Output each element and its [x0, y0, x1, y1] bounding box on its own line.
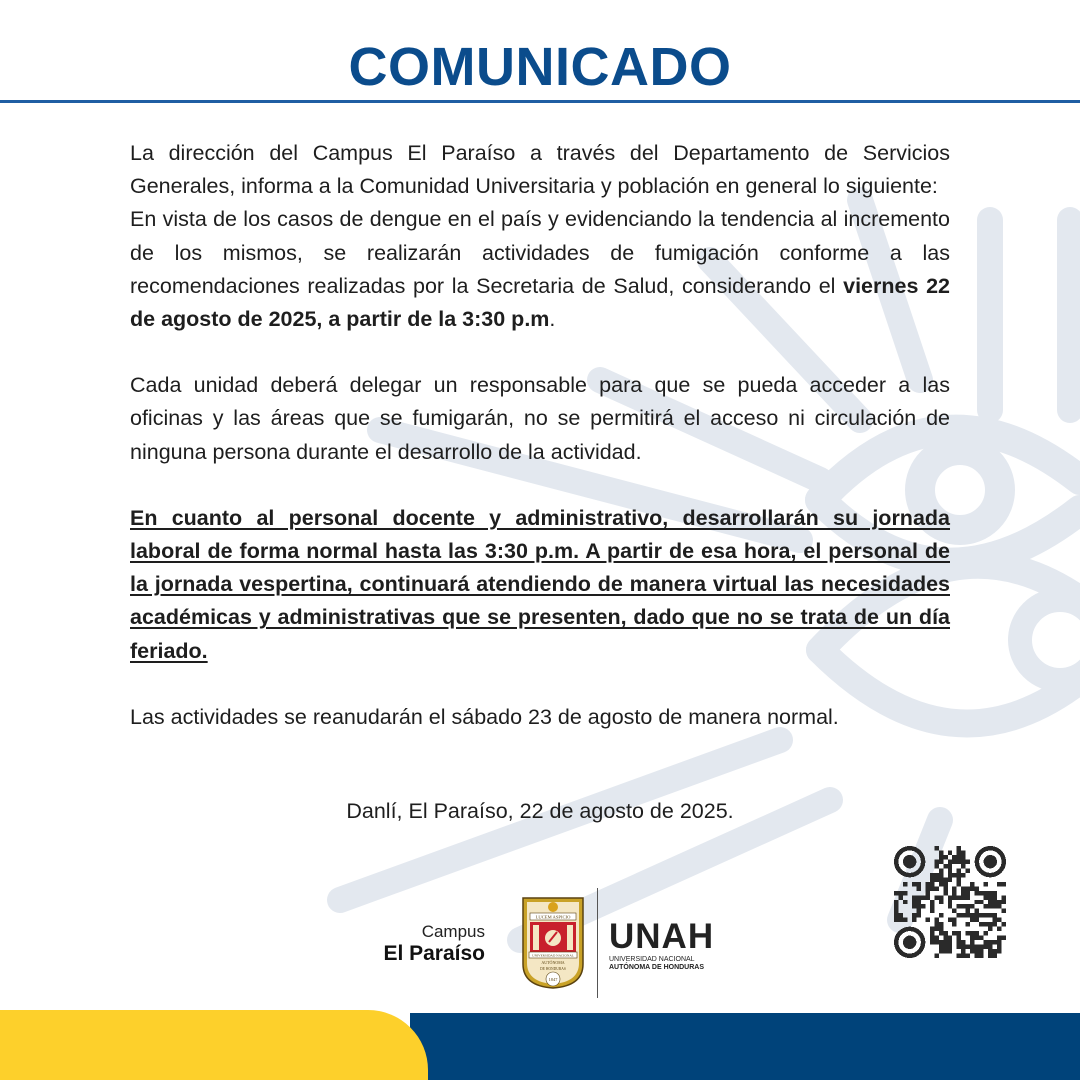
unah-logo-line-1: UNIVERSIDAD NACIONAL — [609, 956, 695, 963]
title-divider — [0, 100, 1080, 103]
place-date: Danlí, El Paraíso, 22 de agosto de 2025. — [346, 799, 734, 823]
svg-text:UNIVERSIDAD NACIONAL: UNIVERSIDAD NACIONAL — [532, 953, 574, 958]
campus-logo — [340, 922, 485, 966]
paragraph-fumigation — [130, 203, 950, 336]
page-title: COMUNICADO — [348, 37, 732, 97]
unah-logo-acronym: UNAH — [609, 917, 715, 956]
paragraph-intro: La dirección del Campus El Paraíso a través del Departamento de Servicios Generales, informa a la Comunidad Universitaria y población en general lo siguiente: — [130, 141, 950, 199]
svg-text:DE HONDURAS: DE HONDURAS — [540, 967, 566, 971]
svg-text:LUCEM ASPICIO: LUCEM ASPICIO — [535, 914, 571, 920]
logo-divider — [597, 888, 598, 998]
paragraph-spacer — [130, 469, 950, 502]
svg-text:AUTÓNOMA: AUTÓNOMA — [541, 960, 565, 965]
fumigation-text-end: . — [549, 307, 556, 332]
footer-yellow-band — [0, 1010, 428, 1080]
paragraph-spacer — [130, 668, 950, 701]
university-seal-icon — [520, 894, 586, 990]
svg-text:1847: 1847 — [548, 977, 558, 982]
fumigation-text: En vista de los casos de dengue en el país y evidenciando la tendencia al incremento de los mismos, se realizarán actividades de fumigación conforme a las recomendaciones realizadas por la Secretaria de Salud, considerando el — [130, 207, 950, 298]
paragraph-resume: Las actividades se reanudarán el sábado 23 de agosto de manera normal. — [130, 704, 839, 729]
qr-code-icon[interactable] — [894, 846, 1006, 958]
campus-logo-name: El Paraíso — [383, 942, 485, 965]
paragraph-staff-schedule: En cuanto al personal docente y administrativo, desarrollarán su jornada laboral de forma normal hasta las 3:30 p.m. A partir de esa hora, el personal de la jornada vespertina, continuará atendiendo de manera virtual las necesidades académicas y administrativas que se presenten, dado que no se trata de un día feriado. — [130, 505, 950, 663]
fumigation-date-highlight: viernes 22 de agosto de 2025, a partir de la 3:30 p.m — [130, 273, 950, 332]
paragraph-spacer — [130, 336, 950, 369]
footer-blue-band — [410, 1013, 1080, 1080]
paragraph-responsible: Cada unidad deberá delegar un responsable para que se pueda acceder a las oficinas y las áreas que se fumigarán, no se permitirá el acceso ni circulación de ninguna persona durante el desarrollo de la actividad. — [130, 373, 950, 464]
campus-logo-small: Campus — [421, 922, 485, 941]
unah-logo — [609, 918, 714, 972]
announcement-body — [130, 137, 950, 734]
unah-logo-line-2: AUTÓNOMA DE HONDURAS — [609, 964, 705, 971]
